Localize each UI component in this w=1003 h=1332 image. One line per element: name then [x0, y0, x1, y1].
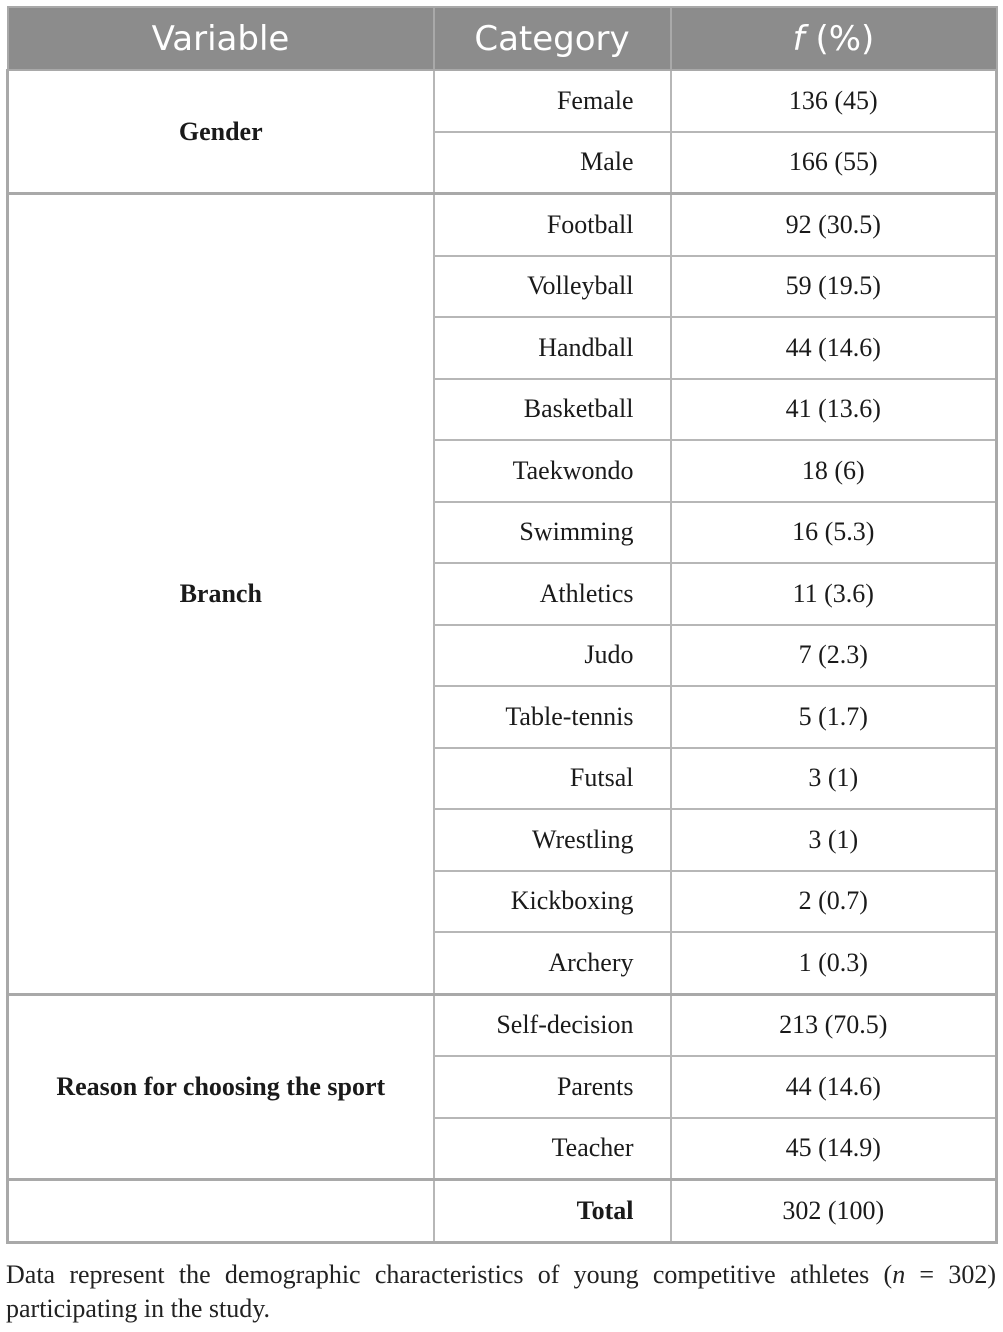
- header-freq-suffix: (%): [804, 18, 875, 59]
- category-cell: Futsal: [434, 748, 671, 810]
- note-n-symbol: n: [892, 1260, 906, 1289]
- category-cell: Swimming: [434, 502, 671, 564]
- header-freq-symbol: f: [792, 18, 805, 59]
- category-cell: Self-decision: [434, 994, 671, 1056]
- frequency-cell: 18 (6): [671, 440, 997, 502]
- frequency-cell: 136 (45): [671, 70, 997, 132]
- total-row: [8, 1180, 997, 1243]
- category-cell: Kickboxing: [434, 871, 671, 933]
- frequency-cell: 7 (2.3): [671, 625, 997, 687]
- demographics-table: [6, 6, 998, 1244]
- frequency-cell: 3 (1): [671, 809, 997, 871]
- category-cell: Wrestling: [434, 809, 671, 871]
- table-body: [8, 70, 997, 1242]
- table-row: [8, 194, 997, 256]
- frequency-cell: 2 (0.7): [671, 871, 997, 933]
- frequency-cell: 11 (3.6): [671, 563, 997, 625]
- frequency-cell: 166 (55): [671, 132, 997, 194]
- variable-cell: Branch: [8, 194, 434, 995]
- note-text-after: = 302) participating in the study.: [6, 1260, 996, 1323]
- variable-cell: Reason for choosing the sport: [8, 994, 434, 1180]
- frequency-cell: 5 (1.7): [671, 686, 997, 748]
- variable-cell: Gender: [8, 70, 434, 194]
- frequency-cell: 92 (30.5): [671, 194, 997, 256]
- frequency-cell: 44 (14.6): [671, 1056, 997, 1118]
- category-cell: Teacher: [434, 1118, 671, 1180]
- frequency-cell: 41 (13.6): [671, 379, 997, 441]
- total-label: Total: [434, 1180, 671, 1243]
- category-cell: Archery: [434, 932, 671, 994]
- frequency-cell: 3 (1): [671, 748, 997, 810]
- frequency-cell: 1 (0.3): [671, 932, 997, 994]
- frequency-cell: 44 (14.6): [671, 317, 997, 379]
- table-row: [8, 70, 997, 132]
- frequency-cell: 45 (14.9): [671, 1118, 997, 1180]
- note-text-before: Data represent the demographic characteristics of young competitive athletes (: [6, 1260, 893, 1289]
- total-empty-cell: [8, 1180, 434, 1243]
- category-cell: Table-tennis: [434, 686, 671, 748]
- header-variable: Variable: [8, 7, 434, 70]
- category-cell: Volleyball: [434, 256, 671, 318]
- header-frequency: [671, 7, 997, 70]
- category-cell: Basketball: [434, 379, 671, 441]
- category-cell: Taekwondo: [434, 440, 671, 502]
- total-value: 302 (100): [671, 1180, 997, 1243]
- category-cell: Football: [434, 194, 671, 256]
- category-cell: Female: [434, 70, 671, 132]
- table-row: [8, 994, 997, 1056]
- category-cell: Judo: [434, 625, 671, 687]
- table-footnote: [6, 1258, 996, 1326]
- frequency-cell: 59 (19.5): [671, 256, 997, 318]
- category-cell: Handball: [434, 317, 671, 379]
- frequency-cell: 213 (70.5): [671, 994, 997, 1056]
- category-cell: Parents: [434, 1056, 671, 1118]
- category-cell: Male: [434, 132, 671, 194]
- frequency-cell: 16 (5.3): [671, 502, 997, 564]
- table-header-row: [8, 7, 997, 70]
- header-category: Category: [434, 7, 671, 70]
- category-cell: Athletics: [434, 563, 671, 625]
